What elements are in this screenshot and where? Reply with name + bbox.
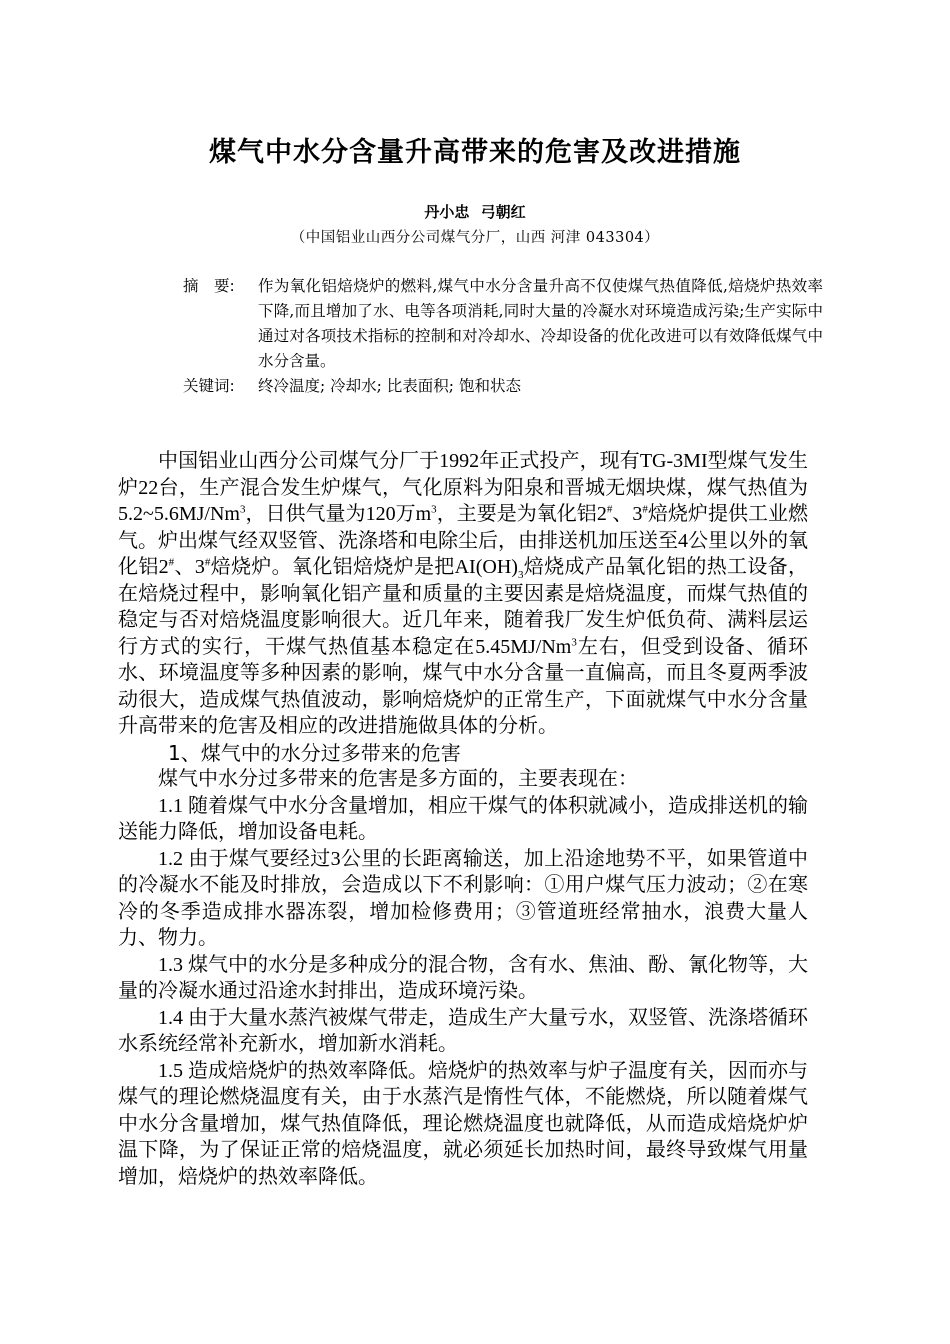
body-text — [118, 448, 808, 1190]
paper-title: 煤气中水分含量升高带来的危害及改进措施 — [209, 137, 741, 168]
section-item: 1.2 由于煤气要经过3公里的长距离输送，加上沿途地势不平，如果管道中的冷凝水不能及时排放，会造成以下不利影响：①用户煤气压力波动；②在寒冷的冬季造成排水器冻裂，增加检修费用；③管道班经常抽水，浪费大量人力、物力。 — [118, 847, 808, 949]
section-item: 1.4 由于大量水蒸汽被煤气带走，造成生产大量亏水，双竖管、洗涤塔循环水系统经常补充新水，增加新水消耗。 — [118, 1006, 808, 1055]
section-intro: 煤气中水分过多带来的危害是多方面的，主要表现在： — [158, 768, 638, 790]
intro-paragraph: 中国铝业山西分公司煤气分厂于1992年正式投产，现有TG-3MI型煤气发生炉22台，生产混合发生炉煤气，气化原料为阳泉和晋城无烟块煤，煤气热值为5.2~5.6MJ/Nm$^3$，日供气量为120万$m^3$，主要是为氧化铝2#、3#焙烧炉提供工业燃气。炉出煤气经双竖管、洗涤塔和电除尘后，由排送机加压送至4公里以外的氧化铝2#、3#焙烧炉。氧化铝焙烧炉是把$AI(OH)_3$焙烧成产品氧化铝的热工设备，在焙烧过程中，影响氧化铝产量和质量的主要因素是焙烧温度，而煤气热值的稳定与否对焙烧温度影响很大。近几年来，随着我厂发生炉低负荷、满料层运行方式的实行，干煤气热值基本稳定在5.45MJ/Nm$^3$左右，但受到设备、循环水、环境温度等多种因素的影响，煤气中水分含量一直偏高，而且冬夏两季波动很大，造成煤气热值波动，影响焙烧炉的正常生产，下面就煤气中水分含量升高带来的危害及相应的改进措施做具体的分析。 — [118, 450, 809, 737]
abstract-text: 作为氧化铝焙烧炉的燃料,煤气中水分含量升高不仅使煤气热值降低,焙烧炉热效率下降,而且增加了水、电等各项消耗,同时大量的冷凝水对环境造成污染;生产实际中通过对各项技术指标的控制和对冷却水、冷却设备的优化改进可以有效降低煤气中水分含量。 — [258, 277, 823, 370]
section-item: 1.1 随着煤气中水分含量增加，相应干煤气的体积就减小，造成排送机的输送能力降低，增加设备电耗。 — [118, 794, 808, 843]
section-heading: 1、煤气中的水分过多带来的危害 — [168, 740, 461, 765]
author-names: 丹小忠 弓朝红 — [424, 203, 526, 221]
keywords-text: 终冷温度; 冷却水; 比表面积; 饱和状态 — [258, 377, 521, 395]
abstract-label: 摘 要: — [183, 277, 235, 295]
keywords-row — [183, 374, 823, 399]
section-item: 1.3 煤气中的水分是多种成分的混合物，含有水、焦油、酚、氰化物等，大量的冷凝水通过沿途水封排出，造成环境污染。 — [118, 953, 808, 1002]
abstract-row — [183, 274, 823, 374]
keywords-label: 关键词: — [183, 377, 235, 395]
author-affiliation: （中国铝业山西分公司煤气分厂，山西 河津 043304） — [290, 230, 660, 246]
section-item: 1.5 造成焙烧炉的热效率降低。焙烧炉的热效率与炉子温度有关，因而亦与煤气的理论燃烧温度有关，由于水蒸汽是惰性气体，不能燃烧，所以随着煤气中水分含量增加，煤气热值降低，理论燃烧温度也就降低，从而造成焙烧炉炉温下降，为了保证正常的焙烧温度，就必须延长加热时间，最终导致煤气用量增加，焙烧炉的热效率降低。 — [118, 1059, 808, 1188]
abstract-block — [183, 274, 823, 399]
